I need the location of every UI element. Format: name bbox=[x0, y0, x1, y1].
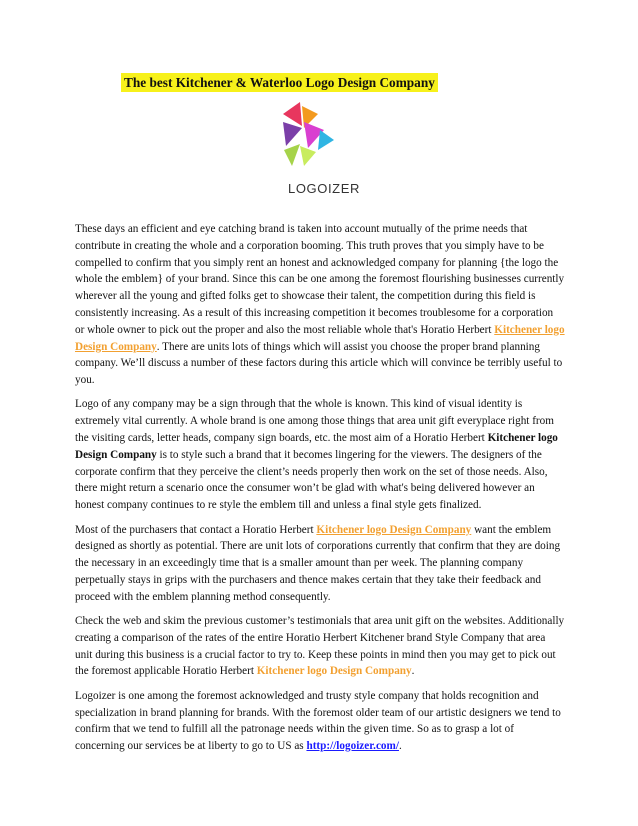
keyword-highlight: Kitchener logo Design Company bbox=[256, 665, 412, 678]
paragraph-3: Most of the purchasers that contact a Horatio Herbert Kitchener logo Design Company want the emblem designed as shortly as potential. There are unit lots of corporations currently that confirm that they are doing the necessary in an exceedingly time that is a smaller amount than per week. The planning company perpetually stays in grips with the purchasers and thence makes certain that they take their feedback and proceed with the emblem planning method consequently. bbox=[75, 523, 561, 603]
logo-triangle bbox=[283, 102, 302, 126]
paragraph-2: Logo of any company may be a sign through that the whole is known. This kind of visual identity is extremely vital currently. A whole brand is one among those things that area unit gift everyplace right from the visiting cards, letter heads, company sign boards, etc. the most aim of a Horatio Herbert Kitchener logo Design Company is to style such a brand that it becomes lingering for the viewers. The designers of the corporate confirm that they perceive the client’s needs properly then work on the set of those needs. Also, there might return a scenario once the consumer won’t be glad with what's being delivered however an honest company continues to re style the emblem till and unless a final style gets finalized. bbox=[75, 398, 558, 512]
kitchener-logo-link[interactable]: Kitchener logo Design Company bbox=[316, 523, 472, 536]
logo-triangle bbox=[284, 144, 300, 166]
paragraph-5: Logoizer is one among the foremost acknowledged and trusty style company that holds recognition and specialization in brand planning for brands. With the foremost older team of our artistic designers we tend to confirm that we tend to fulfill all the patronage needs within the given time. So as to grasp a lot of concerning our services be at liberty to go to US as http://logoizer.com/. bbox=[75, 689, 561, 753]
title-block bbox=[121, 73, 438, 92]
article-body bbox=[75, 221, 565, 762]
logo-triangle bbox=[283, 122, 302, 146]
logo-wordmark: LOGOIZER bbox=[288, 181, 360, 196]
logoizer-url-link[interactable]: http://logoizer.com/ bbox=[306, 740, 399, 753]
paragraph-1: These days an efficient and eye catching brand is taken into account mutually of the prime needs that contribute in creating the whole and a corporation booming. This truth proves that you simply have to be compelled to confirm that you simply rent an honest and acknowledged company for planning {the logo the whole the emblem} of your brand. Since this can be one among the foremost flourishing businesses currently wherever all the young and gifted folks get to showcase their talent, the competition during this field is consistently increasing. As a result of this increasing competition it becomes troublesome for a corporation or whole owner to pick out the proper and also the most reliable whole that's Horatio Herbert Kitchener logo Design Company. There are units lots of things which will assist you choose the proper brand planning company. We’ll discuss a number of these factors during this article which will convince be terribly useful to you. bbox=[75, 223, 565, 387]
keyword-bold: Kitchener logo Design Company bbox=[75, 432, 558, 461]
kitchener-logo-link[interactable]: Kitchener logo Design Company bbox=[75, 323, 565, 353]
logo-triangle bbox=[318, 130, 334, 150]
page-title: The best Kitchener & Waterloo Logo Design Company bbox=[121, 73, 438, 92]
paragraph-4: Check the web and skim the previous customer’s testimonials that area unit gift on the websites. Additionally creating a comparison of the rates of the entire Horatio Herbert Kitchener brand Style Company that area unit during this business is a crucial factor to try to. Keep these points in mind then you may get to pick out the foremost applicable Horatio Herbert Kitchener logo Design Company. bbox=[75, 615, 565, 678]
logo-triangle bbox=[300, 146, 316, 166]
